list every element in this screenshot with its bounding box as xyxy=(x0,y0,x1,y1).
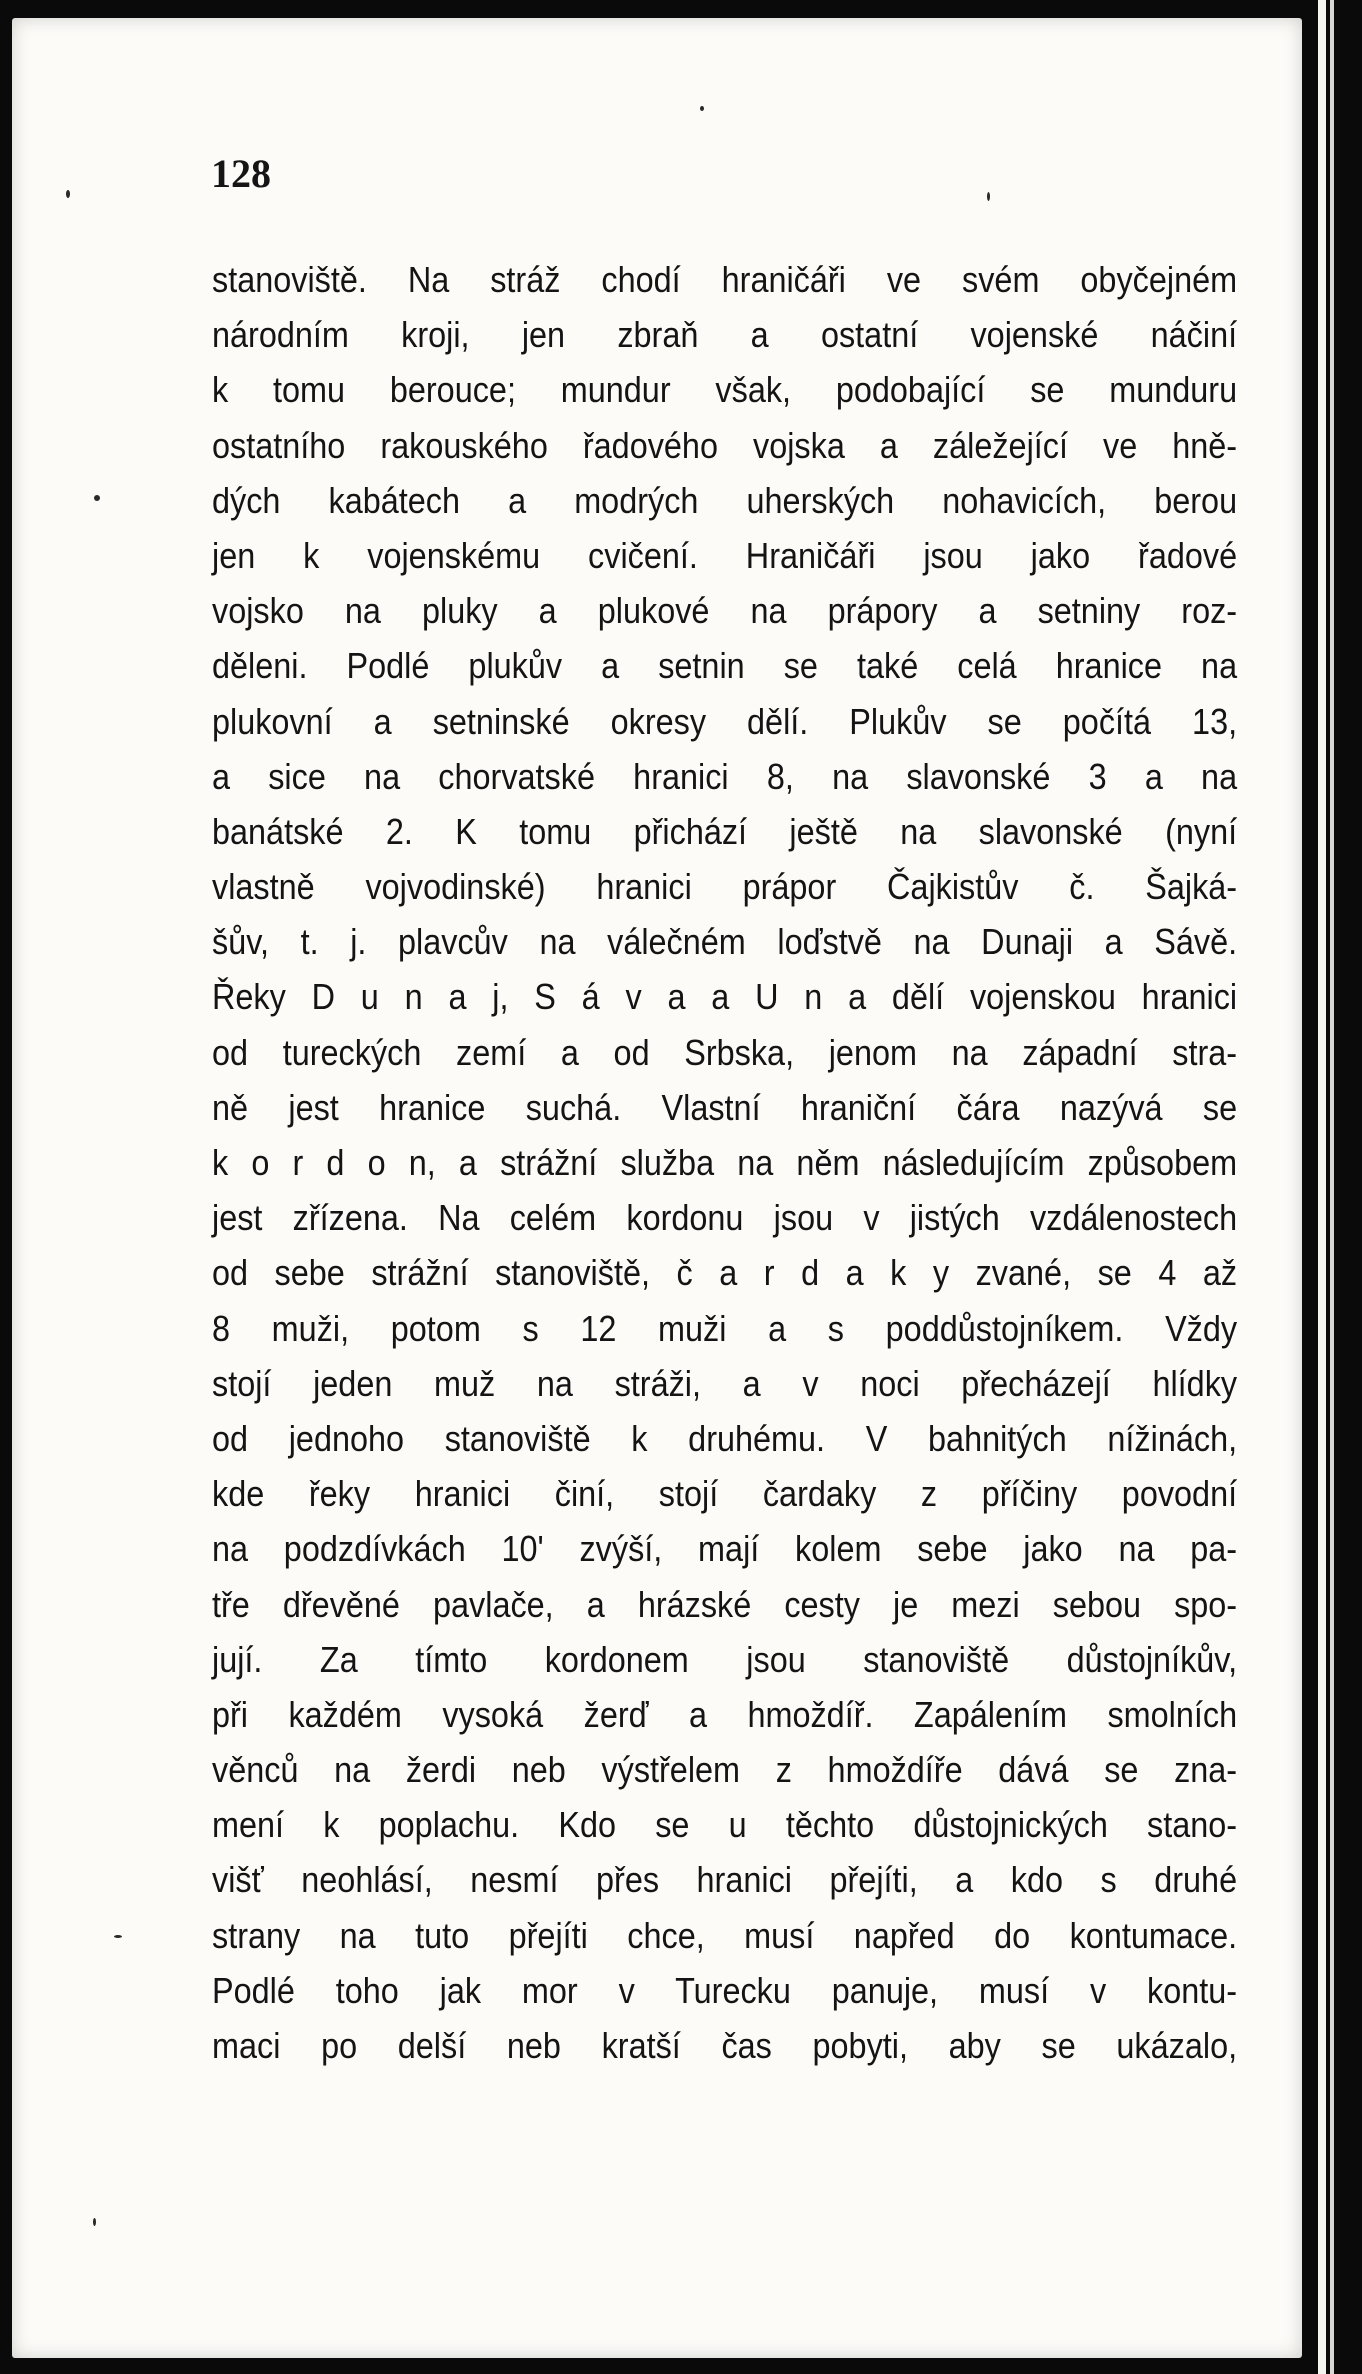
text-line: stanoviště. Na stráž chodí hraničáři ve svém obyčejném xyxy=(212,259,1238,300)
text-line: od sebe strážní stanoviště, č a r d a k y zvané, se 4 až xyxy=(212,1252,1238,1294)
ink-speck xyxy=(700,106,704,111)
text-line: od jednoho stanoviště k druhému. V bahnitých nížinách, xyxy=(212,1417,1238,1459)
text-line: Řeky D u n a j, S á v a a U n a dělí vojenskou hranici xyxy=(212,976,1238,1018)
body-text xyxy=(212,252,1237,2073)
text-line: Podlé toho jak mor v Turecku panuje, musí v kontu- xyxy=(212,1969,1238,2011)
ink-speck xyxy=(66,190,70,198)
page-edge-shadow xyxy=(1330,0,1334,2374)
text-line: ně jest hranice suchá. Vlastní hraniční čára nazývá se xyxy=(212,1086,1238,1128)
text-line: tře dřevěné pavlače, a hrázské cesty je mezi sebou spo- xyxy=(212,1583,1238,1625)
text-line: mení k poplachu. Kdo se u těchto důstojnických stano- xyxy=(212,1804,1238,1846)
text-line: dých kabátech a modrých uherských nohavicích, berou xyxy=(212,479,1238,521)
text-line: a sice na chorvatské hranici 8, na slavonské 3 a na xyxy=(212,755,1238,797)
text-line: k o r d o n, a strážní služba na něm následujícím způsobem xyxy=(212,1142,1238,1183)
text-line: jují. Za tímto kordonem jsou stanoviště důstojníkův, xyxy=(212,1638,1238,1680)
text-line: k tomu berouce; mundur však, podobající se munduru xyxy=(212,369,1238,411)
text-line: kde řeky hranici činí, stojí čardaky z příčiny povodní xyxy=(212,1473,1238,1515)
text-line: národním kroji, jen zbraň a ostatní vojenské náčiní xyxy=(212,314,1238,356)
ink-speck xyxy=(93,2218,96,2226)
ink-speck xyxy=(987,192,990,201)
text-line: ostatního rakouského řadového vojska a záležející ve hně- xyxy=(212,424,1238,466)
text-line: vlastně vojvodinské) hranici prápor Čajkistův č. Šajká- xyxy=(212,866,1238,908)
ink-speck xyxy=(94,495,100,501)
text-line: 8 muži, potom s 12 muži a s poddůstojníkem. Vždy xyxy=(212,1307,1238,1349)
text-line: od tureckých zemí a od Srbska, jenom na západní stra- xyxy=(212,1031,1238,1073)
text-line: banátské 2. K tomu přichází ještě na slavonské (nyní xyxy=(212,810,1238,852)
text-line: strany na tuto přejíti chce, musí napřed do kontumace. xyxy=(212,1914,1238,1956)
text-line: při každém vysoká žerď a hmoždíř. Zapálením smolních xyxy=(212,1693,1238,1735)
text-line: jen k vojenskému cvičení. Hraničáři jsou jako řadové xyxy=(212,534,1238,576)
text-line: maci po delší neb kratší čas pobyti, aby se ukázalo, xyxy=(212,2025,1238,2066)
text-line: višť neohlásí, nesmí přes hranici přejíti, a kdo s druhé xyxy=(212,1859,1238,1901)
text-line: šův, t. j. plavcův na válečném loďstvě na Dunaji a Sávě. xyxy=(212,921,1238,963)
text-line: děleni. Podlé plukův a setnin se také celá hranice na xyxy=(212,645,1238,687)
page-number: 128 xyxy=(211,151,271,196)
next-page-edge xyxy=(1318,0,1326,2374)
text-line: stojí jeden muž na stráži, a v noci přecházejí hlídky xyxy=(212,1362,1238,1404)
text-line: na podzdívkách 10' zvýší, mají kolem sebe jako na pa- xyxy=(212,1528,1238,1570)
text-line: věnců na žerdi neb výstřelem z hmoždíře dává se zna- xyxy=(212,1749,1238,1791)
ink-speck xyxy=(114,1935,122,1938)
text-line: vojsko na pluky a plukové na prápory a setniny roz- xyxy=(212,590,1238,632)
text-line: plukovní a setninské okresy dělí. Plukův se počítá 13, xyxy=(212,700,1238,742)
text-line: jest zřízena. Na celém kordonu jsou v jistých vzdálenostech xyxy=(212,1197,1238,1239)
